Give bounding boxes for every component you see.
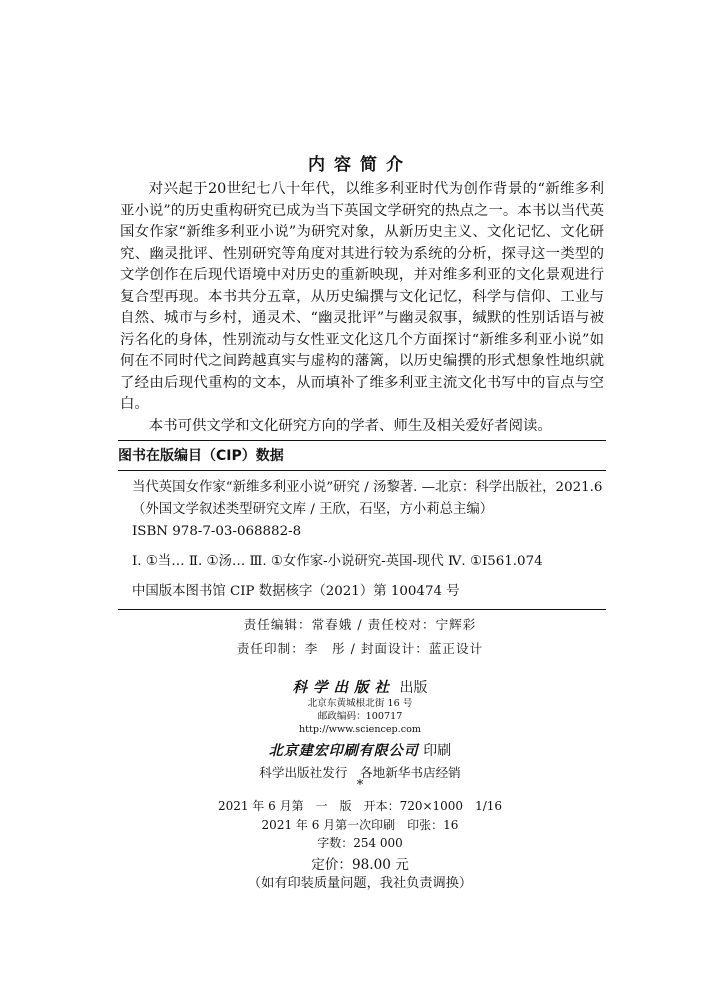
credit-production: 责任印制：李 彤 / 封面设计：蓝正设计 xyxy=(236,641,484,656)
summary-title: 内容简介 xyxy=(308,155,412,175)
publisher-suffix: 出版 xyxy=(399,680,428,696)
printing-line: 2021 年 6 月第一次印刷 印张：16 xyxy=(261,818,459,832)
edition-line: 2021 年 6 月第 一 版 开本：720×1000 1/16 xyxy=(217,799,503,813)
cip-body xyxy=(118,471,606,609)
quality-notice: （如有印装质量问题，我社负责调换） xyxy=(247,876,473,891)
star-separator: * xyxy=(356,778,364,793)
summary-paragraph: 本书可供文学和文化研究方向的学者、师生及相关爱好者阅读。 xyxy=(148,417,552,434)
distribution-line: 科学出版社发行 各地新华书店经销 xyxy=(259,765,461,780)
price: 定价：98.00 元 xyxy=(311,857,409,873)
publisher-address: 北京东黄城根北街 16 号 xyxy=(307,698,413,709)
cip-classification: Ⅰ. ①当… Ⅱ. ①汤… Ⅲ. ①女作家-小说研究-英国-现代 Ⅳ. ①I561.074 xyxy=(132,554,543,569)
publisher-line xyxy=(0,676,720,697)
publisher-postcode: 邮政编码：100717 xyxy=(317,711,403,722)
cip-series: （外国文学叙述类型研究文库 / 王欣，石坚，方小莉总主编） xyxy=(132,502,494,517)
word-count: 字数：254 000 xyxy=(317,836,403,850)
publisher-logo: 科学出版社 xyxy=(292,679,396,696)
printer-logo: 北京建宏印刷有限公司 xyxy=(268,743,419,759)
cip-block xyxy=(118,440,606,610)
printer-suffix: 印刷 xyxy=(423,743,452,759)
cip-entry: 当代英国女作家“新维多利亚小说”研究 / 汤黎著. —北京：科学出版社，2021.6 xyxy=(132,480,603,495)
publisher-url: http://www.sciencep.com xyxy=(299,724,421,735)
summary-text xyxy=(120,179,604,437)
credit-editors: 责任编辑：常春娥 / 责任校对：宁辉彩 xyxy=(243,617,477,632)
cip-heading: 图书在版编目（CIP）数据 xyxy=(118,441,606,471)
cip-isbn: ISBN 978-7-03-068882-8 xyxy=(132,524,302,539)
printer-line xyxy=(0,740,720,760)
summary-paragraph: 对兴起于20世纪七八十年代，以维多利亚时代为创作背景的“新维多利亚小说”的历史重构研究已成为当下英国文学研究的热点之一。本书以当代英国女作家“新维多利亚小说”为研究对象，从新历史主义、文化记忆、文化研究、幽灵批评、性别研究等角度对其进行较为系统的分析，探寻这一类型的文学创作在后现代语境中对历史的重新映现，并对维多利亚的文化景观进行复合型再现。本书共分五章，从历史编撰与文化记忆，科学与信仰、工业与自然、城市与乡村，通灵术、“幽灵批评”与幽灵叙事，缄默的性别话语与被污名化的身体，性别流动与女性亚文化这几个方面探讨“新维多利亚小说”如何在不同时代之间跨越真实与虚构的藩篱，以历史编撰的形式想象性地织就了经由后现代重构的文本，从而填补了维多利亚主流文化书写中的盲点与空白。 xyxy=(120,181,604,412)
cip-number: 中国版本图书馆 CIP 数据核字（2021）第 100474 号 xyxy=(132,584,460,599)
